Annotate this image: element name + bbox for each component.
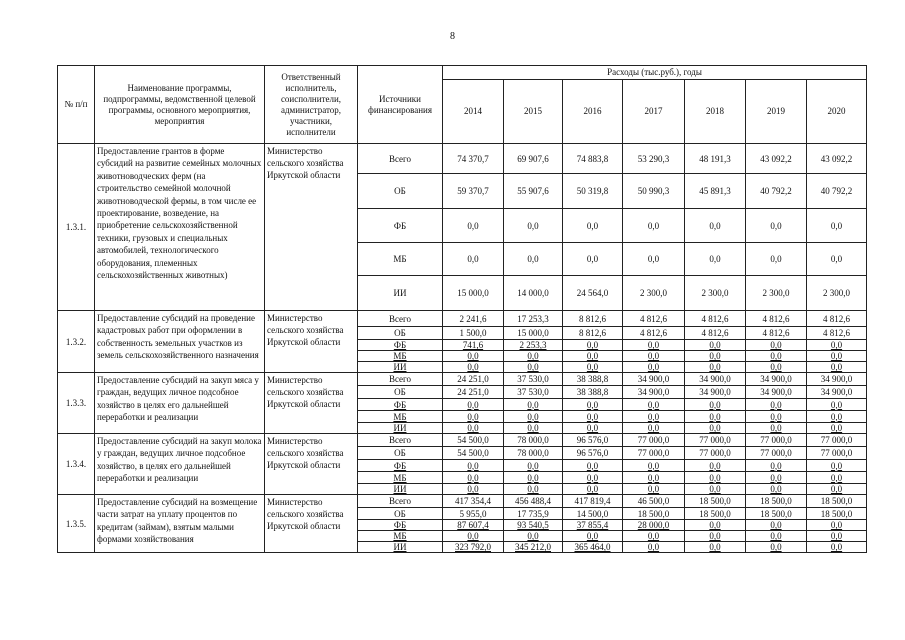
expense-value: 77 000,0 [623, 434, 685, 447]
expense-value: 34 900,0 [623, 373, 685, 386]
expense-value: 74 883,8 [563, 144, 623, 174]
expense-value: 34 900,0 [685, 373, 746, 386]
expense-value: 37 530,0 [504, 386, 563, 399]
header-name: Наименование программы, подпрограммы, ведомственной целевой программы, основного мероприятия, мероприятия [95, 66, 265, 144]
program-responsible: Министерство сельского хозяйства Иркутской области [265, 495, 358, 553]
header-source: Источники финансирования [358, 66, 443, 144]
funding-source: ОБ [358, 447, 443, 460]
funding-source: МБ [358, 531, 443, 542]
expense-value: 38 388,8 [563, 373, 623, 386]
expense-value: 14 000,0 [504, 276, 563, 311]
expense-value: 87 607,4 [443, 520, 504, 531]
table-row [58, 434, 867, 447]
expense-value: 0,0 [623, 484, 685, 495]
expense-value: 0,0 [807, 209, 867, 243]
expense-value: 0,0 [685, 399, 746, 411]
expense-value: 0,0 [563, 362, 623, 373]
expense-value: 0,0 [443, 472, 504, 484]
expense-value: 0,0 [746, 520, 807, 531]
expense-value: 2 300,0 [807, 276, 867, 311]
expense-value: 4 812,6 [746, 311, 807, 327]
expense-value: 54 500,0 [443, 447, 504, 460]
expense-value: 34 900,0 [746, 386, 807, 399]
expense-value: 0,0 [563, 472, 623, 484]
expense-value: 18 500,0 [807, 495, 867, 508]
expense-value: 0,0 [807, 460, 867, 472]
expense-value: 77 000,0 [746, 434, 807, 447]
expense-value: 0,0 [443, 484, 504, 495]
expense-value: 38 388,8 [563, 386, 623, 399]
funding-source: ИИ [358, 542, 443, 553]
header-year: 2017 [623, 80, 685, 144]
expense-value: 0,0 [807, 411, 867, 423]
expense-value: 69 907,6 [504, 144, 563, 174]
expense-value: 15 000,0 [504, 327, 563, 340]
program-name: Предоставление грантов в форме субсидий на развитие семейных молочных животноводческих ферм (на строительство семейной молочной животноводческой фермы, в том числе ее проектирование, возведение, на приобретение сельскохозяйственной техники, грузовых и специальных автомобилей, технологического оборудования, племенных сельскохозяйственных животных) [95, 144, 265, 311]
header-number: № п/п [58, 66, 95, 144]
expense-value: 0,0 [746, 531, 807, 542]
program-number: 1.3.5. [58, 495, 95, 553]
expense-value: 1 500,0 [443, 327, 504, 340]
expense-value: 0,0 [443, 243, 504, 276]
program-responsible: Министерство сельского хозяйства Иркутской области [265, 434, 358, 495]
expense-value: 0,0 [746, 411, 807, 423]
expense-value: 0,0 [443, 362, 504, 373]
expense-value: 0,0 [685, 340, 746, 351]
header-year: 2018 [685, 80, 746, 144]
expense-value: 2 300,0 [685, 276, 746, 311]
expense-value: 0,0 [504, 411, 563, 423]
expense-value: 0,0 [746, 340, 807, 351]
expense-value: 4 812,6 [623, 327, 685, 340]
expense-value: 40 792,2 [746, 174, 807, 209]
expense-value: 417 819,4 [563, 495, 623, 508]
expense-value: 8 812,6 [563, 327, 623, 340]
expense-value: 0,0 [623, 399, 685, 411]
expense-value: 0,0 [623, 340, 685, 351]
expense-value: 4 812,6 [685, 327, 746, 340]
funding-source: ОБ [358, 174, 443, 209]
expense-value: 14 500,0 [563, 508, 623, 520]
expense-value: 0,0 [623, 472, 685, 484]
expense-value: 323 792,0 [443, 542, 504, 553]
expense-value: 0,0 [746, 484, 807, 495]
expense-value: 0,0 [563, 399, 623, 411]
funding-source: ИИ [358, 362, 443, 373]
expense-value: 96 576,0 [563, 434, 623, 447]
funding-source: ФБ [358, 520, 443, 531]
expense-value: 0,0 [807, 472, 867, 484]
expense-value: 4 812,6 [807, 327, 867, 340]
funding-source: Всего [358, 495, 443, 508]
expense-value: 0,0 [623, 423, 685, 434]
expense-value: 0,0 [685, 423, 746, 434]
expense-value: 0,0 [685, 243, 746, 276]
funding-source: МБ [358, 243, 443, 276]
expense-value: 2 300,0 [746, 276, 807, 311]
expense-value: 0,0 [504, 472, 563, 484]
expense-value: 0,0 [504, 531, 563, 542]
funding-source: Всего [358, 434, 443, 447]
funding-source: МБ [358, 351, 443, 362]
expense-value: 78 000,0 [504, 447, 563, 460]
expense-value: 0,0 [563, 340, 623, 351]
expense-value: 24 564,0 [563, 276, 623, 311]
expense-value: 77 000,0 [807, 434, 867, 447]
budget-table [57, 65, 867, 553]
expense-value: 0,0 [443, 351, 504, 362]
expense-value: 77 000,0 [685, 434, 746, 447]
expense-value: 0,0 [685, 411, 746, 423]
funding-source: ФБ [358, 399, 443, 411]
expense-value: 77 000,0 [623, 447, 685, 460]
expense-value: 0,0 [685, 460, 746, 472]
expense-value: 77 000,0 [685, 447, 746, 460]
expense-value: 0,0 [685, 484, 746, 495]
funding-source: МБ [358, 472, 443, 484]
expense-value: 18 500,0 [623, 508, 685, 520]
header-year: 2020 [807, 80, 867, 144]
expense-value: 34 900,0 [807, 373, 867, 386]
expense-value: 0,0 [807, 423, 867, 434]
expense-value: 0,0 [623, 362, 685, 373]
expense-value: 0,0 [807, 340, 867, 351]
expense-value: 0,0 [563, 209, 623, 243]
expense-value: 40 792,2 [807, 174, 867, 209]
expense-value: 0,0 [563, 351, 623, 362]
expense-value: 0,0 [563, 243, 623, 276]
expense-value: 0,0 [807, 362, 867, 373]
expense-value: 18 500,0 [807, 508, 867, 520]
program-responsible: Министерство сельского хозяйства Иркутской области [265, 311, 358, 373]
expense-value: 345 212,0 [504, 542, 563, 553]
funding-source: ФБ [358, 460, 443, 472]
expense-value: 0,0 [685, 531, 746, 542]
expense-value: 0,0 [807, 351, 867, 362]
expense-value: 0,0 [443, 423, 504, 434]
funding-source: ОБ [358, 508, 443, 520]
header-year: 2019 [746, 80, 807, 144]
expense-value: 28 000,0 [623, 520, 685, 531]
expense-value: 43 092,2 [746, 144, 807, 174]
funding-source: ИИ [358, 484, 443, 495]
expense-value: 50 990,3 [623, 174, 685, 209]
funding-source: ОБ [358, 327, 443, 340]
table-row [58, 373, 867, 386]
table-row [58, 144, 867, 174]
expense-value: 4 812,6 [623, 311, 685, 327]
expense-value: 0,0 [623, 460, 685, 472]
expense-value: 0,0 [443, 411, 504, 423]
expense-value: 55 907,6 [504, 174, 563, 209]
program-number: 1.3.4. [58, 434, 95, 495]
expense-value: 2 253,3 [504, 340, 563, 351]
expense-value: 0,0 [807, 243, 867, 276]
expense-value: 0,0 [504, 399, 563, 411]
expense-value: 0,0 [504, 484, 563, 495]
expense-value: 2 300,0 [623, 276, 685, 311]
expense-value: 0,0 [746, 399, 807, 411]
header-expenses: Расходы (тыс.руб.), годы [443, 66, 867, 80]
expense-value: 0,0 [807, 399, 867, 411]
expense-value: 4 812,6 [685, 311, 746, 327]
expense-value: 0,0 [443, 399, 504, 411]
expense-value: 0,0 [504, 423, 563, 434]
expense-value: 0,0 [563, 531, 623, 542]
expense-value: 456 488,4 [504, 495, 563, 508]
expense-value: 17 253,3 [504, 311, 563, 327]
expense-value: 0,0 [563, 460, 623, 472]
expense-value: 0,0 [504, 460, 563, 472]
expense-value: 4 812,6 [807, 311, 867, 327]
expense-value: 0,0 [746, 362, 807, 373]
expense-value: 0,0 [623, 351, 685, 362]
expense-value: 0,0 [443, 209, 504, 243]
expense-value: 18 500,0 [685, 495, 746, 508]
expense-value: 46 500,0 [623, 495, 685, 508]
expense-value: 0,0 [746, 351, 807, 362]
expense-value: 4 812,6 [746, 327, 807, 340]
expense-value: 0,0 [746, 209, 807, 243]
table-row [58, 311, 867, 327]
expense-value: 0,0 [504, 243, 563, 276]
program-number: 1.3.3. [58, 373, 95, 434]
expense-value: 0,0 [623, 411, 685, 423]
expense-value: 2 241,6 [443, 311, 504, 327]
expense-value: 34 900,0 [623, 386, 685, 399]
expense-value: 0,0 [807, 520, 867, 531]
expense-value: 0,0 [807, 531, 867, 542]
expense-value: 59 370,7 [443, 174, 504, 209]
expense-value: 0,0 [623, 542, 685, 553]
expense-value: 417 354,4 [443, 495, 504, 508]
header-year: 2016 [563, 80, 623, 144]
funding-source: ФБ [358, 340, 443, 351]
expense-value: 74 370,7 [443, 144, 504, 174]
expense-value: 0,0 [563, 411, 623, 423]
expense-value: 741,6 [443, 340, 504, 351]
expense-value: 0,0 [685, 351, 746, 362]
expense-value: 48 191,3 [685, 144, 746, 174]
expense-value: 0,0 [504, 362, 563, 373]
expense-value: 78 000,0 [504, 434, 563, 447]
expense-value: 54 500,0 [443, 434, 504, 447]
expense-value: 365 464,0 [563, 542, 623, 553]
expense-value: 34 900,0 [807, 386, 867, 399]
expense-value: 18 500,0 [746, 508, 807, 520]
funding-source: ФБ [358, 209, 443, 243]
program-number: 1.3.1. [58, 144, 95, 311]
expense-value: 0,0 [563, 484, 623, 495]
header-year: 2015 [504, 80, 563, 144]
funding-source: Всего [358, 373, 443, 386]
program-name: Предоставление субсидий на проведение кадастровых работ при оформлении в собственность земельных участков из земель сельскохозяйственного назначения [95, 311, 265, 373]
expense-value: 43 092,2 [807, 144, 867, 174]
funding-source: Всего [358, 311, 443, 327]
expense-value: 0,0 [807, 542, 867, 553]
expense-value: 0,0 [443, 460, 504, 472]
expense-value: 0,0 [504, 209, 563, 243]
funding-source: ОБ [358, 386, 443, 399]
header-year: 2014 [443, 80, 504, 144]
expense-value: 0,0 [746, 423, 807, 434]
program-name: Предоставление субсидий на закуп мяса у граждан, ведущих личное подсобное хозяйство в целях его дальнейшей переработки и реализации [95, 373, 265, 434]
funding-source: Всего [358, 144, 443, 174]
expense-value: 18 500,0 [746, 495, 807, 508]
expense-value: 0,0 [623, 243, 685, 276]
expense-value: 0,0 [807, 484, 867, 495]
funding-source: МБ [358, 411, 443, 423]
funding-source: ИИ [358, 276, 443, 311]
expense-value: 0,0 [685, 472, 746, 484]
expense-value: 0,0 [746, 243, 807, 276]
program-name: Предоставление субсидий на возмещение части затрат на уплату процентов по кредитам (займам), взятым малыми формами хозяйствования [95, 495, 265, 553]
program-responsible: Министерство сельского хозяйства Иркутской области [265, 144, 358, 311]
expense-value: 18 500,0 [685, 508, 746, 520]
expense-value: 77 000,0 [807, 447, 867, 460]
table-row [58, 495, 867, 508]
expense-value: 17 735,9 [504, 508, 563, 520]
expense-value: 0,0 [685, 542, 746, 553]
expense-value: 24 251,0 [443, 373, 504, 386]
expense-value: 34 900,0 [746, 373, 807, 386]
expense-value: 0,0 [563, 423, 623, 434]
expense-value: 0,0 [685, 520, 746, 531]
expense-value: 0,0 [623, 531, 685, 542]
funding-source: ИИ [358, 423, 443, 434]
expense-value: 45 891,3 [685, 174, 746, 209]
expense-value: 0,0 [504, 351, 563, 362]
expense-value: 0,0 [685, 362, 746, 373]
expense-value: 8 812,6 [563, 311, 623, 327]
program-name: Предоставление субсидий на закуп молока у граждан, ведущих личное подсобное хозяйство, в целях его дальнейшей переработки и реализации [95, 434, 265, 495]
expense-value: 0,0 [746, 460, 807, 472]
program-number: 1.3.2. [58, 311, 95, 373]
expense-value: 77 000,0 [746, 447, 807, 460]
program-responsible: Министерство сельского хозяйства Иркутской области [265, 373, 358, 434]
expense-value: 0,0 [623, 209, 685, 243]
page-number: 8 [450, 31, 455, 42]
expense-value: 96 576,0 [563, 447, 623, 460]
expense-value: 34 900,0 [685, 386, 746, 399]
expense-value: 37 855,4 [563, 520, 623, 531]
expense-value: 24 251,0 [443, 386, 504, 399]
expense-value: 15 000,0 [443, 276, 504, 311]
expense-value: 37 530,0 [504, 373, 563, 386]
expense-value: 0,0 [443, 531, 504, 542]
header-responsible: Ответственный исполнитель, соисполнители, администратор, участники, исполнители [265, 66, 358, 144]
expense-value: 93 540,5 [504, 520, 563, 531]
expense-value: 50 319,8 [563, 174, 623, 209]
expense-value: 0,0 [746, 542, 807, 553]
expense-value: 0,0 [746, 472, 807, 484]
expense-value: 5 955,0 [443, 508, 504, 520]
expense-value: 53 290,3 [623, 144, 685, 174]
expense-value: 0,0 [685, 209, 746, 243]
